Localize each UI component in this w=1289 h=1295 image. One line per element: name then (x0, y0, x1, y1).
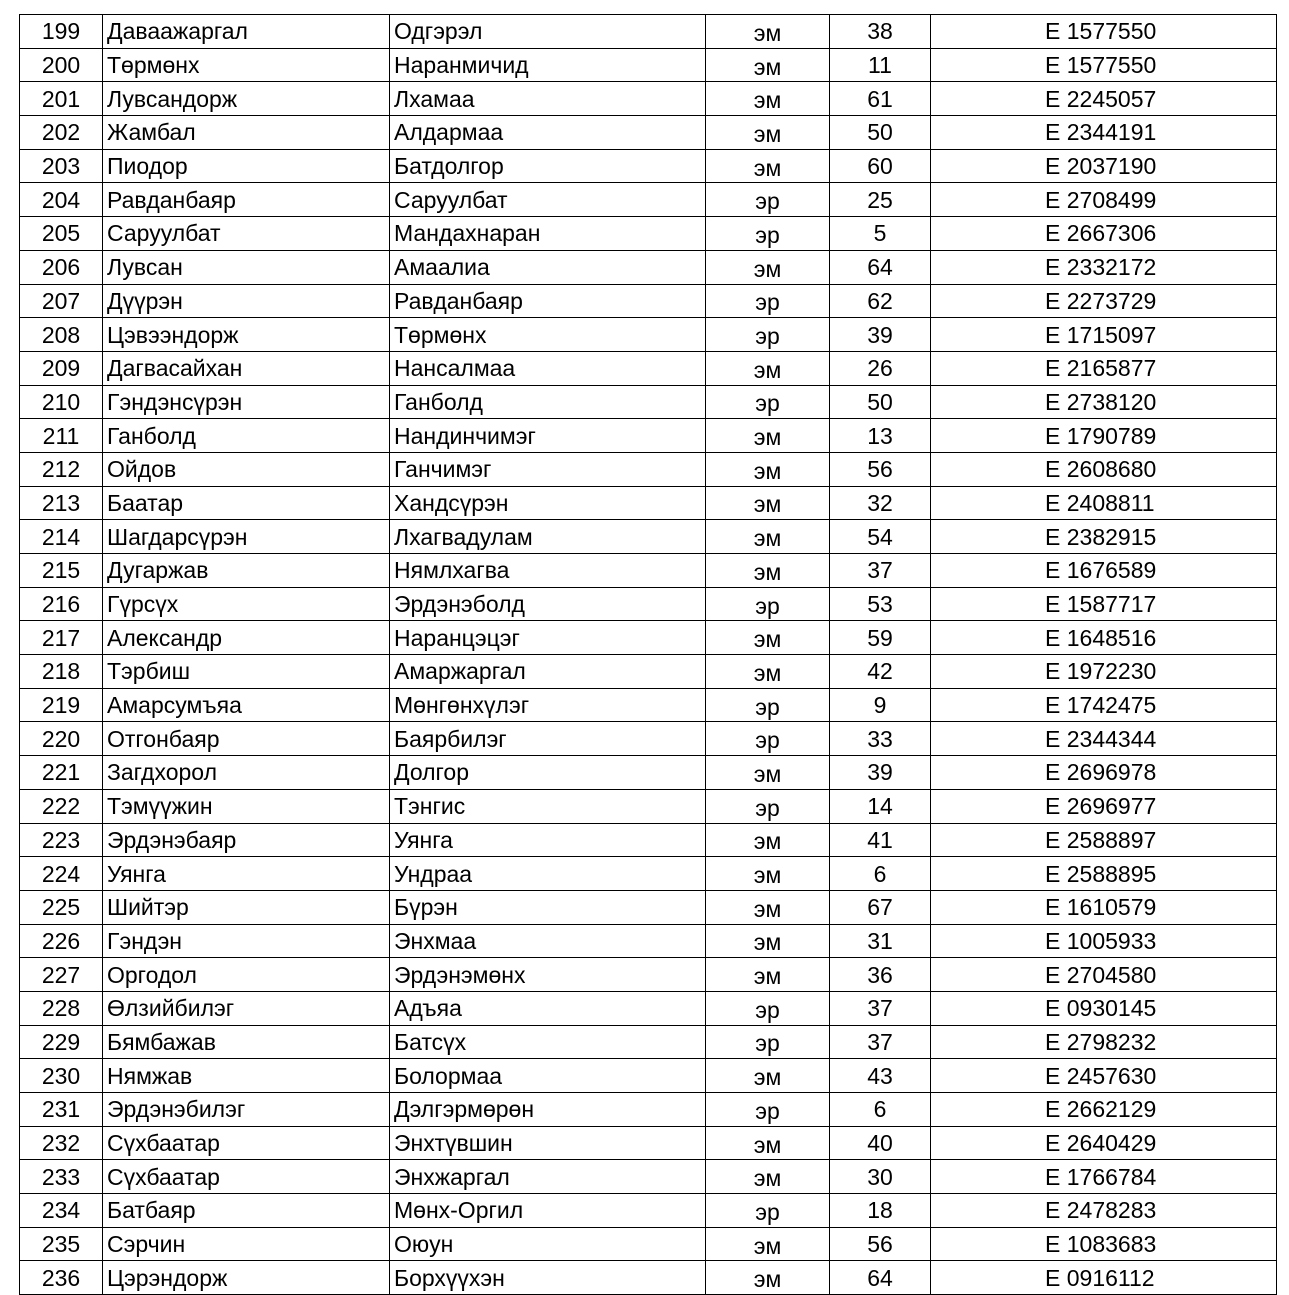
age-cell: 9 (830, 688, 931, 722)
age-cell: 13 (830, 419, 931, 453)
first-name-cell: Тэрбиш (103, 655, 390, 689)
table-row (20, 520, 1277, 554)
table-row (20, 621, 1277, 655)
id-cell: Е 2798232 (931, 1025, 1277, 1059)
table-row (20, 756, 1277, 790)
gender-cell: эр (706, 1025, 830, 1059)
table-row (20, 48, 1277, 82)
second-name-cell: Тэнгис (390, 789, 706, 823)
table-row (20, 890, 1277, 924)
age-cell: 37 (830, 1025, 931, 1059)
second-name-cell: Эрдэнэмөнх (390, 958, 706, 992)
first-name-cell: Гэндэнсүрэн (103, 385, 390, 419)
id-cell: Е 1083683 (931, 1227, 1277, 1261)
age-cell: 60 (830, 149, 931, 183)
id-cell: Е 1742475 (931, 688, 1277, 722)
second-name-cell: Мөнх-Оргил (390, 1194, 706, 1228)
id-cell: Е 1715097 (931, 318, 1277, 352)
second-name-cell: Амаалиа (390, 250, 706, 284)
first-name-cell: Төрмөнх (103, 48, 390, 82)
row-number-cell: 205 (20, 217, 103, 251)
gender-cell: эр (706, 318, 830, 352)
data-table (19, 14, 1277, 1295)
age-cell: 33 (830, 722, 931, 756)
row-number-cell: 225 (20, 890, 103, 924)
age-cell: 42 (830, 655, 931, 689)
table-row (20, 351, 1277, 385)
table-body (20, 15, 1277, 1295)
age-cell: 36 (830, 958, 931, 992)
gender-cell: эм (706, 1261, 830, 1295)
age-cell: 37 (830, 991, 931, 1025)
table-row (20, 789, 1277, 823)
row-number-cell: 220 (20, 722, 103, 756)
id-cell: Е 2738120 (931, 385, 1277, 419)
second-name-cell: Мандахнаран (390, 217, 706, 251)
first-name-cell: Сүхбаатар (103, 1160, 390, 1194)
second-name-cell: Мөнгөнхүлэг (390, 688, 706, 722)
row-number-cell: 223 (20, 823, 103, 857)
age-cell: 56 (830, 452, 931, 486)
row-number-cell: 224 (20, 857, 103, 891)
id-cell: Е 2344344 (931, 722, 1277, 756)
table-row (20, 250, 1277, 284)
second-name-cell: Энхмаа (390, 924, 706, 958)
row-number-cell: 235 (20, 1227, 103, 1261)
row-number-cell: 199 (20, 15, 103, 49)
gender-cell: эр (706, 385, 830, 419)
id-cell: Е 1648516 (931, 621, 1277, 655)
first-name-cell: Цэрэндорж (103, 1261, 390, 1295)
table-row (20, 486, 1277, 520)
first-name-cell: Александр (103, 621, 390, 655)
gender-cell: эм (706, 15, 830, 49)
first-name-cell: Батбаяр (103, 1194, 390, 1228)
first-name-cell: Даваажаргал (103, 15, 390, 49)
first-name-cell: Эрдэнэбилэг (103, 1093, 390, 1127)
age-cell: 50 (830, 385, 931, 419)
table-row (20, 1160, 1277, 1194)
gender-cell: эм (706, 520, 830, 554)
second-name-cell: Адъяа (390, 991, 706, 1025)
gender-cell: эр (706, 1194, 830, 1228)
gender-cell: эм (706, 1160, 830, 1194)
row-number-cell: 222 (20, 789, 103, 823)
id-cell: Е 2704580 (931, 958, 1277, 992)
row-number-cell: 234 (20, 1194, 103, 1228)
age-cell: 40 (830, 1126, 931, 1160)
table-row (20, 1059, 1277, 1093)
row-number-cell: 232 (20, 1126, 103, 1160)
gender-cell: эм (706, 116, 830, 150)
age-cell: 41 (830, 823, 931, 857)
gender-cell: эр (706, 1093, 830, 1127)
table-row (20, 722, 1277, 756)
age-cell: 56 (830, 1227, 931, 1261)
table-row (20, 857, 1277, 891)
gender-cell: эм (706, 486, 830, 520)
first-name-cell: Бямбажав (103, 1025, 390, 1059)
row-number-cell: 202 (20, 116, 103, 150)
id-cell: Е 1676589 (931, 554, 1277, 588)
first-name-cell: Гэндэн (103, 924, 390, 958)
row-number-cell: 227 (20, 958, 103, 992)
id-cell: Е 2382915 (931, 520, 1277, 554)
second-name-cell: Саруулбат (390, 183, 706, 217)
row-number-cell: 228 (20, 991, 103, 1025)
row-number-cell: 208 (20, 318, 103, 352)
gender-cell: эр (706, 183, 830, 217)
id-cell: Е 0916112 (931, 1261, 1277, 1295)
second-name-cell: Бүрэн (390, 890, 706, 924)
row-number-cell: 226 (20, 924, 103, 958)
first-name-cell: Оргодол (103, 958, 390, 992)
first-name-cell: Ганболд (103, 419, 390, 453)
table-row (20, 217, 1277, 251)
id-cell: Е 2273729 (931, 284, 1277, 318)
first-name-cell: Лувсандорж (103, 82, 390, 116)
id-cell: Е 1577550 (931, 48, 1277, 82)
id-cell: Е 2344191 (931, 116, 1277, 150)
age-cell: 11 (830, 48, 931, 82)
gender-cell: эр (706, 688, 830, 722)
first-name-cell: Шийтэр (103, 890, 390, 924)
id-cell: Е 1577550 (931, 15, 1277, 49)
first-name-cell: Гүрсүх (103, 587, 390, 621)
row-number-cell: 216 (20, 587, 103, 621)
table-row (20, 116, 1277, 150)
id-cell: Е 2640429 (931, 1126, 1277, 1160)
first-name-cell: Пиодор (103, 149, 390, 183)
age-cell: 32 (830, 486, 931, 520)
row-number-cell: 221 (20, 756, 103, 790)
first-name-cell: Дүүрэн (103, 284, 390, 318)
second-name-cell: Нямлхагва (390, 554, 706, 588)
age-cell: 38 (830, 15, 931, 49)
table-row (20, 688, 1277, 722)
row-number-cell: 209 (20, 351, 103, 385)
id-cell: Е 0930145 (931, 991, 1277, 1025)
row-number-cell: 204 (20, 183, 103, 217)
first-name-cell: Цэвээндорж (103, 318, 390, 352)
first-name-cell: Загдхорол (103, 756, 390, 790)
id-cell: Е 2588895 (931, 857, 1277, 891)
gender-cell: эм (706, 82, 830, 116)
age-cell: 5 (830, 217, 931, 251)
age-cell: 67 (830, 890, 931, 924)
first-name-cell: Тэмүүжин (103, 789, 390, 823)
id-cell: Е 2696978 (931, 756, 1277, 790)
id-cell: Е 2037190 (931, 149, 1277, 183)
second-name-cell: Дэлгэрмөрөн (390, 1093, 706, 1127)
second-name-cell: Ундраа (390, 857, 706, 891)
second-name-cell: Болормаа (390, 1059, 706, 1093)
second-name-cell: Уянга (390, 823, 706, 857)
gender-cell: эм (706, 1126, 830, 1160)
second-name-cell: Наранмичид (390, 48, 706, 82)
table-row (20, 991, 1277, 1025)
table-row (20, 1093, 1277, 1127)
table-row (20, 823, 1277, 857)
gender-cell: эм (706, 621, 830, 655)
table-row (20, 1261, 1277, 1295)
table-row (20, 385, 1277, 419)
table-row (20, 1227, 1277, 1261)
row-number-cell: 210 (20, 385, 103, 419)
row-number-cell: 215 (20, 554, 103, 588)
table-row (20, 958, 1277, 992)
table-row (20, 318, 1277, 352)
age-cell: 30 (830, 1160, 931, 1194)
age-cell: 39 (830, 756, 931, 790)
first-name-cell: Жамбал (103, 116, 390, 150)
second-name-cell: Борхүүхэн (390, 1261, 706, 1295)
first-name-cell: Дагвасайхан (103, 351, 390, 385)
table-row (20, 655, 1277, 689)
table-row (20, 587, 1277, 621)
first-name-cell: Равданбаяр (103, 183, 390, 217)
first-name-cell: Лувсан (103, 250, 390, 284)
id-cell: Е 1972230 (931, 655, 1277, 689)
first-name-cell: Өлзийбилэг (103, 991, 390, 1025)
id-cell: Е 2588897 (931, 823, 1277, 857)
gender-cell: эр (706, 722, 830, 756)
second-name-cell: Равданбаяр (390, 284, 706, 318)
gender-cell: эм (706, 823, 830, 857)
age-cell: 64 (830, 1261, 931, 1295)
gender-cell: эм (706, 419, 830, 453)
first-name-cell: Шагдарсүрэн (103, 520, 390, 554)
age-cell: 39 (830, 318, 931, 352)
second-name-cell: Лхамаа (390, 82, 706, 116)
row-number-cell: 213 (20, 486, 103, 520)
gender-cell: эм (706, 554, 830, 588)
row-number-cell: 201 (20, 82, 103, 116)
age-cell: 14 (830, 789, 931, 823)
age-cell: 54 (830, 520, 931, 554)
first-name-cell: Баатар (103, 486, 390, 520)
age-cell: 62 (830, 284, 931, 318)
second-name-cell: Баярбилэг (390, 722, 706, 756)
table-row (20, 1126, 1277, 1160)
second-name-cell: Оюун (390, 1227, 706, 1261)
row-number-cell: 231 (20, 1093, 103, 1127)
gender-cell: эм (706, 351, 830, 385)
gender-cell: эм (706, 890, 830, 924)
row-number-cell: 218 (20, 655, 103, 689)
second-name-cell: Ганчимэг (390, 452, 706, 486)
row-number-cell: 236 (20, 1261, 103, 1295)
first-name-cell: Нямжав (103, 1059, 390, 1093)
row-number-cell: 229 (20, 1025, 103, 1059)
row-number-cell: 230 (20, 1059, 103, 1093)
first-name-cell: Саруулбат (103, 217, 390, 251)
first-name-cell: Амарсумъяа (103, 688, 390, 722)
second-name-cell: Эрдэнэболд (390, 587, 706, 621)
age-cell: 31 (830, 924, 931, 958)
second-name-cell: Одгэрэл (390, 15, 706, 49)
gender-cell: эм (706, 149, 830, 183)
row-number-cell: 217 (20, 621, 103, 655)
table-row (20, 149, 1277, 183)
row-number-cell: 206 (20, 250, 103, 284)
id-cell: Е 2667306 (931, 217, 1277, 251)
row-number-cell: 207 (20, 284, 103, 318)
gender-cell: эм (706, 857, 830, 891)
second-name-cell: Ганболд (390, 385, 706, 419)
id-cell: Е 2662129 (931, 1093, 1277, 1127)
second-name-cell: Лхагвадулам (390, 520, 706, 554)
second-name-cell: Наранцэцэг (390, 621, 706, 655)
table-row (20, 924, 1277, 958)
table-row (20, 1194, 1277, 1228)
row-number-cell: 212 (20, 452, 103, 486)
second-name-cell: Хандсүрэн (390, 486, 706, 520)
first-name-cell: Эрдэнэбаяр (103, 823, 390, 857)
row-number-cell: 214 (20, 520, 103, 554)
second-name-cell: Долгор (390, 756, 706, 790)
id-cell: Е 2696977 (931, 789, 1277, 823)
second-name-cell: Энхжаргал (390, 1160, 706, 1194)
second-name-cell: Амаржаргал (390, 655, 706, 689)
second-name-cell: Алдармаа (390, 116, 706, 150)
first-name-cell: Ойдов (103, 452, 390, 486)
gender-cell: эр (706, 217, 830, 251)
first-name-cell: Сүхбаатар (103, 1126, 390, 1160)
second-name-cell: Төрмөнх (390, 318, 706, 352)
gender-cell: эм (706, 756, 830, 790)
gender-cell: эр (706, 587, 830, 621)
gender-cell: эм (706, 1227, 830, 1261)
id-cell: Е 1610579 (931, 890, 1277, 924)
gender-cell: эм (706, 452, 830, 486)
gender-cell: эм (706, 958, 830, 992)
table-row (20, 15, 1277, 49)
id-cell: Е 2408811 (931, 486, 1277, 520)
row-number-cell: 203 (20, 149, 103, 183)
gender-cell: эм (706, 48, 830, 82)
age-cell: 18 (830, 1194, 931, 1228)
age-cell: 43 (830, 1059, 931, 1093)
id-cell: Е 2165877 (931, 351, 1277, 385)
id-cell: Е 2478283 (931, 1194, 1277, 1228)
id-cell: Е 2245057 (931, 82, 1277, 116)
table-row (20, 183, 1277, 217)
id-cell: Е 1766784 (931, 1160, 1277, 1194)
age-cell: 26 (830, 351, 931, 385)
table-row (20, 284, 1277, 318)
row-number-cell: 200 (20, 48, 103, 82)
first-name-cell: Сэрчин (103, 1227, 390, 1261)
table-row (20, 1025, 1277, 1059)
id-cell: Е 1790789 (931, 419, 1277, 453)
row-number-cell: 219 (20, 688, 103, 722)
age-cell: 53 (830, 587, 931, 621)
age-cell: 59 (830, 621, 931, 655)
id-cell: Е 1005933 (931, 924, 1277, 958)
table-row (20, 82, 1277, 116)
first-name-cell: Дугаржав (103, 554, 390, 588)
second-name-cell: Нандинчимэг (390, 419, 706, 453)
gender-cell: эм (706, 655, 830, 689)
gender-cell: эр (706, 284, 830, 318)
age-cell: 25 (830, 183, 931, 217)
first-name-cell: Отгонбаяр (103, 722, 390, 756)
gender-cell: эм (706, 250, 830, 284)
gender-cell: эм (706, 924, 830, 958)
id-cell: Е 2708499 (931, 183, 1277, 217)
gender-cell: эр (706, 991, 830, 1025)
table-row (20, 419, 1277, 453)
table-row (20, 554, 1277, 588)
table-row (20, 452, 1277, 486)
row-number-cell: 233 (20, 1160, 103, 1194)
age-cell: 50 (830, 116, 931, 150)
row-number-cell: 211 (20, 419, 103, 453)
second-name-cell: Батдолгор (390, 149, 706, 183)
age-cell: 64 (830, 250, 931, 284)
id-cell: Е 2457630 (931, 1059, 1277, 1093)
age-cell: 6 (830, 1093, 931, 1127)
age-cell: 37 (830, 554, 931, 588)
gender-cell: эм (706, 1059, 830, 1093)
age-cell: 61 (830, 82, 931, 116)
age-cell: 6 (830, 857, 931, 891)
second-name-cell: Нансалмаа (390, 351, 706, 385)
id-cell: Е 1587717 (931, 587, 1277, 621)
id-cell: Е 2608680 (931, 452, 1277, 486)
id-cell: Е 2332172 (931, 250, 1277, 284)
second-name-cell: Батсүх (390, 1025, 706, 1059)
first-name-cell: Уянга (103, 857, 390, 891)
second-name-cell: Энхтүвшин (390, 1126, 706, 1160)
gender-cell: эр (706, 789, 830, 823)
